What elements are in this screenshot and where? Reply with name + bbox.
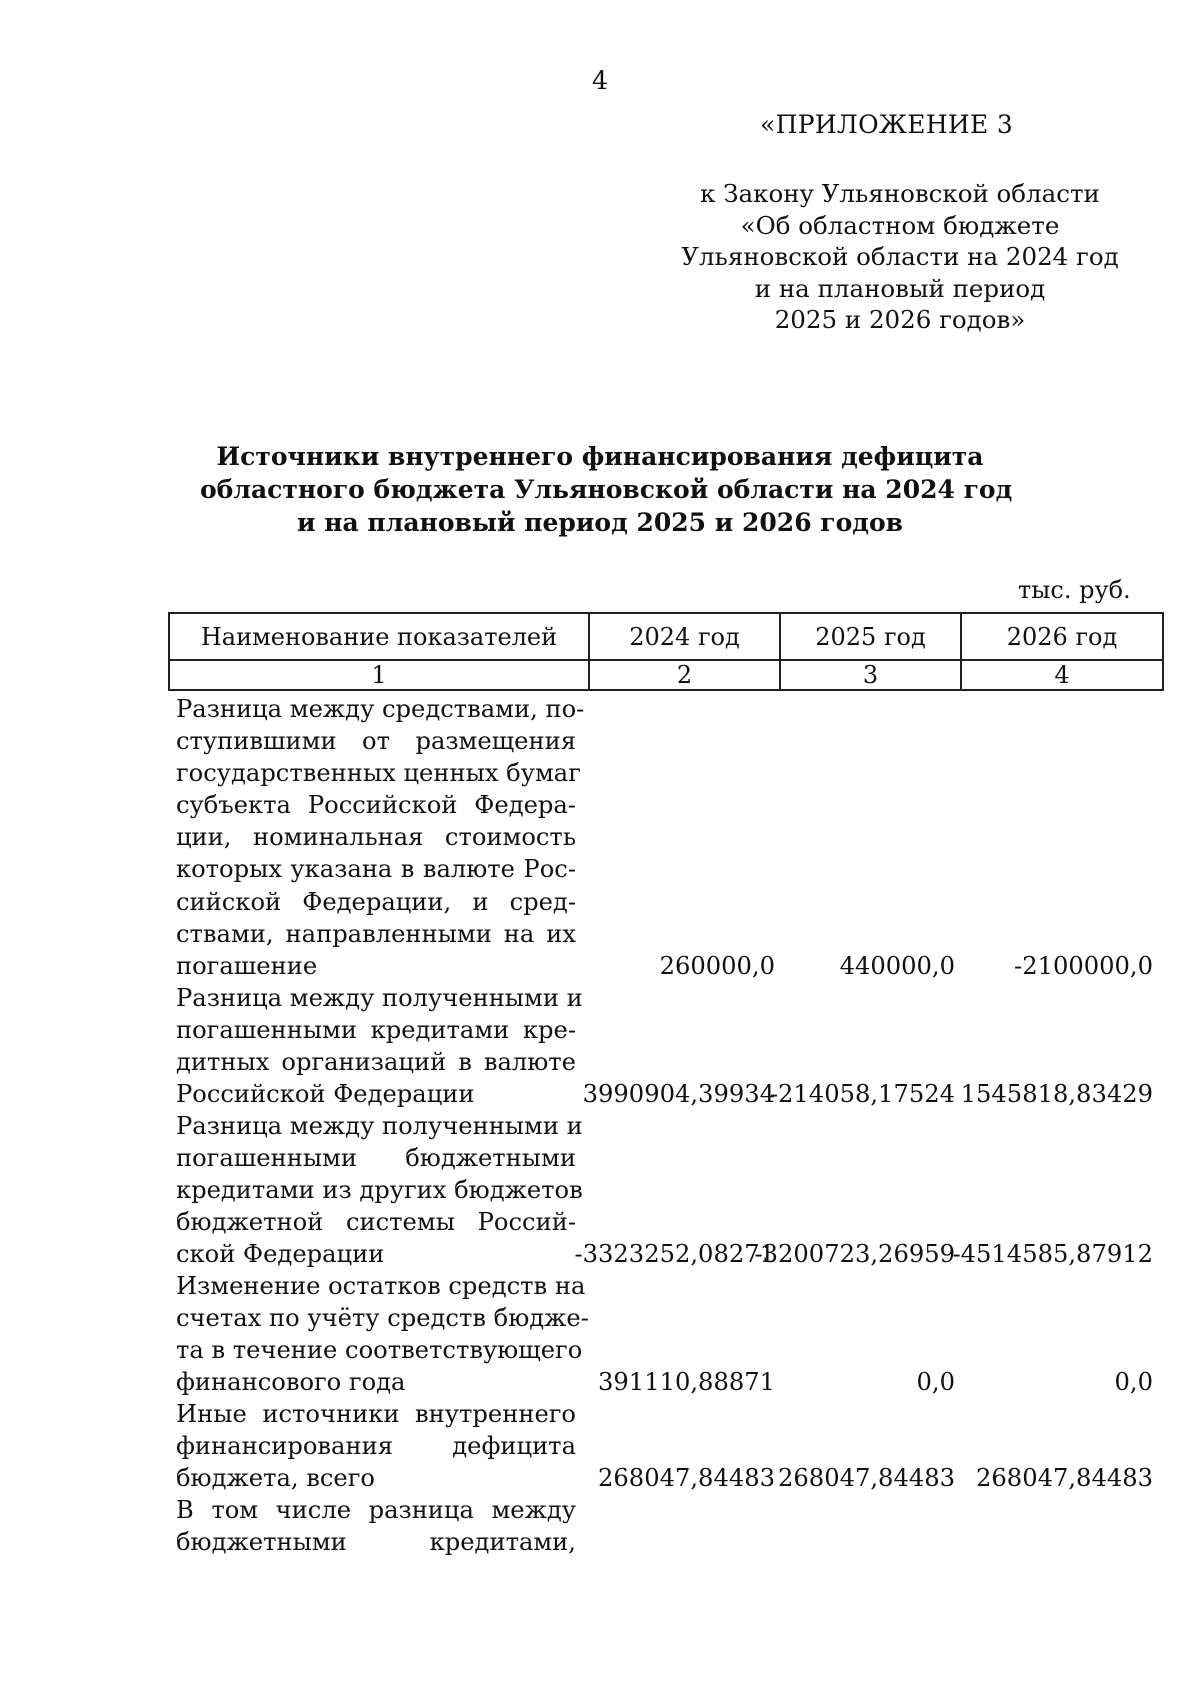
column-number: 1 <box>169 660 589 690</box>
column-number: 3 <box>780 660 961 690</box>
law-reference-line: 2025 и 2026 годов» <box>774 305 1026 334</box>
row-name-line: та в течение соответствующего <box>176 1336 583 1365</box>
value-2026: 1545818,83429 <box>960 1080 1153 1108</box>
value-2026: -2100000,0 <box>1014 952 1153 980</box>
row-name-line: ступившими от размещения <box>176 727 576 756</box>
row-name-line: Российской Федерации <box>176 1080 475 1109</box>
row-name-line: бюджета, всего <box>176 1464 375 1493</box>
value-2024: 260000,0 <box>659 952 775 980</box>
header-year-2024: 2024 год <box>589 613 780 660</box>
table-row-name <box>176 1110 583 1270</box>
value-2024: 3990904,39934 <box>582 1080 775 1108</box>
value-2026: 268047,84483 <box>976 1464 1153 1492</box>
value-2025: -214058,17524 <box>769 1080 955 1108</box>
value-2025: 0,0 <box>916 1368 955 1396</box>
value-2026: 0,0 <box>1114 1368 1153 1396</box>
row-name-line: Разница между полученными и <box>176 984 583 1012</box>
units-label: тыс. руб. <box>1018 576 1131 604</box>
row-name-line: Разница между полученными и <box>176 1112 583 1140</box>
row-name-line: В том числе разница между <box>176 1496 576 1524</box>
row-name-line: погашенными кредитами кре- <box>176 1016 576 1045</box>
row-name-line: Изменение остатков средств на <box>176 1272 586 1300</box>
row-name-line: Разница между средствами, по- <box>176 695 585 723</box>
table-row-name <box>176 693 585 982</box>
document-title-line: и на плановый период 2025 и 2026 годов <box>296 508 903 537</box>
table-row-name <box>176 1270 589 1398</box>
document-title-line: Источники внутреннего финансирования дефицита <box>216 442 984 471</box>
value-2024: 268047,84483 <box>598 1464 775 1492</box>
row-name-line: финансирования дефицита <box>176 1432 576 1461</box>
row-name-line: финансового года <box>176 1368 406 1397</box>
document-title-line: областного бюджета Ульяновской области на 2024 год <box>200 475 1013 504</box>
table-row-name <box>176 982 583 1110</box>
row-name-line: погашенными бюджетными <box>176 1144 576 1173</box>
row-name-line: бюджетной системы Россий- <box>176 1208 576 1237</box>
row-name-line: счетах по учёту средств бюдже- <box>176 1304 589 1333</box>
document-title <box>200 440 1013 539</box>
row-name-line: государственных ценных бумаг <box>176 759 581 788</box>
value-2024: -3323252,08271 <box>574 1240 775 1268</box>
value-2025: 268047,84483 <box>778 1464 955 1492</box>
page-number: 4 <box>592 66 608 95</box>
column-number: 4 <box>961 660 1163 690</box>
value-2025: -3200723,26959 <box>754 1240 955 1268</box>
law-reference-line: к Закону Ульяновской области <box>700 179 1100 208</box>
row-name-line: сийской Федерации, и сред- <box>176 887 576 916</box>
table-row-name <box>176 1494 576 1558</box>
value-2025: 440000,0 <box>839 952 955 980</box>
row-name-line: Иные источники внутреннего <box>176 1400 576 1428</box>
header-year-2025: 2025 год <box>780 613 961 660</box>
row-name-line: ции, номинальная стоимость <box>176 823 576 852</box>
law-reference-line: и на плановый период <box>754 273 1046 303</box>
column-number: 2 <box>589 660 780 690</box>
row-name-line: дитных организаций в валюте <box>176 1048 576 1077</box>
header-year-2026: 2026 год <box>961 613 1163 660</box>
law-reference-line: «Об областном бюджете <box>740 210 1060 240</box>
table-header <box>168 612 1164 691</box>
row-name-line: которых указана в валюте Рос- <box>176 855 576 884</box>
table-row-name <box>176 1398 576 1494</box>
value-2024: 391110,88871 <box>598 1368 775 1396</box>
row-name-line: субъекта Российской Федера- <box>176 791 576 820</box>
header-indicator-name: Наименование показателей <box>169 613 589 660</box>
law-reference <box>650 178 1150 336</box>
row-name-line: кредитами из других бюджетов <box>176 1176 583 1205</box>
row-name-line: погашение <box>176 951 318 980</box>
law-reference-line: Ульяновской области на 2024 год <box>681 242 1119 271</box>
row-name-line: ствами, направленными на их <box>176 919 576 948</box>
row-name-line: бюджетными кредитами, <box>176 1528 576 1557</box>
appendix-title: «ПРИЛОЖЕНИЕ 3 <box>760 110 1014 139</box>
row-name-line: ской Федерации <box>176 1240 385 1269</box>
value-2026: -4514585,87912 <box>952 1240 1153 1268</box>
